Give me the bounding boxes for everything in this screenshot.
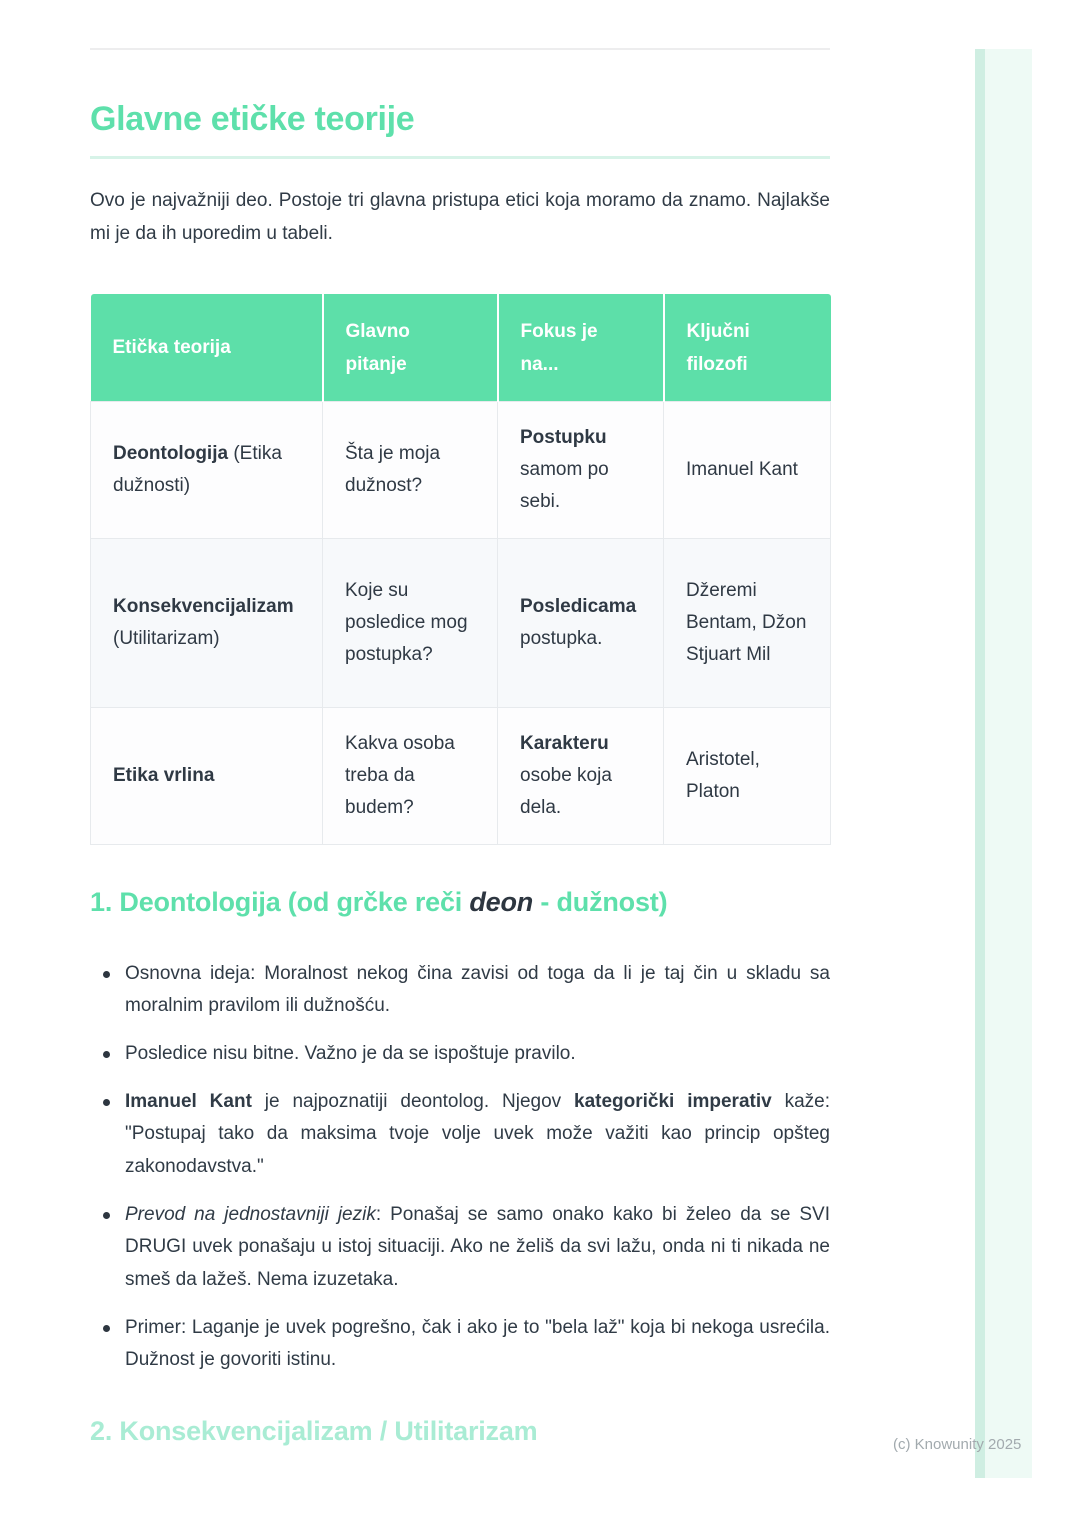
heading-text: 1. Deontologija (od grčke reči: [90, 886, 470, 917]
page-title: Glavne etičke teorije: [90, 100, 415, 138]
title-divider: [90, 156, 830, 159]
bullet-bold-kant: Imanuel Kant: [125, 1090, 252, 1112]
bullet-italic-lead: Prevod na jednostavniji jezik: [125, 1203, 376, 1225]
ethics-theory-table: [90, 294, 831, 844]
page-content: [90, 0, 830, 1449]
section-heading-consequentialism: 2. Konsekvencijalizam / Utilitarizam: [90, 1416, 538, 1447]
cell-focus: [498, 708, 664, 845]
cell-philosophers: Imanuel Kant: [664, 402, 831, 539]
deontology-bullet-list: [90, 958, 830, 1377]
intro-paragraph: Ovo je najvažniji deo. Postoje tri glavna pristupa etici koja moramo da znamo. Najlakše mi je da ih uporedim u tabeli.: [90, 190, 830, 244]
table-row: [91, 402, 831, 539]
cell-theory: [91, 402, 323, 539]
cell-question: Kakva osoba treba da budem?: [323, 708, 498, 845]
focus-keyword: Karakteru: [520, 733, 609, 755]
section-heading-deontology: [90, 886, 830, 920]
bullet-text: Posledice nisu bitne. Važno je da se ispoštuje pravilo.: [125, 1042, 576, 1064]
table-row: [91, 539, 831, 708]
cell-question: Koje su posledice mog postupka?: [323, 539, 498, 708]
cell-focus: [498, 539, 664, 708]
theory-name: Etika vrlina: [113, 765, 215, 787]
copyright-footer: (c) Knowunity 2025: [893, 1436, 1022, 1453]
list-item: [90, 958, 830, 1023]
focus-suffix: postupka.: [520, 628, 603, 650]
bullet-text: Primer: Laganje je uvek pogrešno, čak i ako je to "bela laž" koja bi nekoga usrećila. Dužnost je govoriti istinu.: [125, 1316, 830, 1371]
theory-name-suffix: (Etika dužnosti): [113, 443, 282, 497]
cell-theory: [91, 539, 323, 708]
table-row: [91, 708, 831, 845]
column-header-philosophers: Ključni filozofi: [664, 294, 831, 402]
column-header-focus: Fokus je na...: [498, 294, 664, 402]
column-header-theory: Etička teorija: [91, 294, 323, 402]
cell-question: Šta je moja dužnost?: [323, 402, 498, 539]
list-item: [90, 1038, 830, 1071]
focus-suffix: samom po sebi.: [520, 459, 609, 513]
list-item: [90, 1199, 830, 1297]
cell-philosophers: Džeremi Bentam, Džon Stjuart Mil: [664, 539, 831, 708]
focus-suffix: osobe koja dela.: [520, 765, 612, 818]
focus-keyword: Posledicama: [520, 596, 637, 618]
bullet-bold-imperative: kategorički imperativ: [574, 1090, 772, 1112]
theory-name: Konsekvencijalizam: [113, 596, 294, 618]
page-side-rail: [975, 49, 1032, 1478]
bullet-text: kaže: "Postupaj tako da maksima tvoje volje uvek može važiti kao princip opšteg zakonodavstva.": [125, 1090, 830, 1177]
table-header-row: [91, 294, 831, 402]
bullet-text: Osnovna ideja: Moralnost nekog čina zavisi od toga da li je taj čin u skladu sa moralnim pravilom ili dužnošću.: [125, 962, 830, 1017]
heading-text: - dužnost): [533, 886, 668, 917]
theory-name-suffix: (Utilitarizam): [113, 628, 220, 650]
cell-focus: [498, 402, 664, 539]
list-item: [90, 1312, 830, 1377]
cell-philosophers: Aristotel, Platon: [664, 708, 831, 845]
focus-keyword: Postupku: [520, 427, 607, 449]
bullet-text: : Ponašaj se samo onako kako bi želeo da se SVI DRUGI uvek ponašaju u istoj situaciji. Ako ne želiš da svi lažu, onda ni ti nikada ne smeš da lažeš. Nema izuzetaka.: [125, 1203, 830, 1290]
heading-emphasis-deon: deon: [469, 886, 534, 917]
cell-theory: [91, 708, 323, 845]
list-item: [90, 1086, 830, 1184]
theory-name: Deontologija: [113, 443, 229, 465]
column-header-question: Glavno pitanje: [323, 294, 498, 402]
bullet-text: je najpoznatiji deontolog. Njegov: [251, 1090, 575, 1112]
